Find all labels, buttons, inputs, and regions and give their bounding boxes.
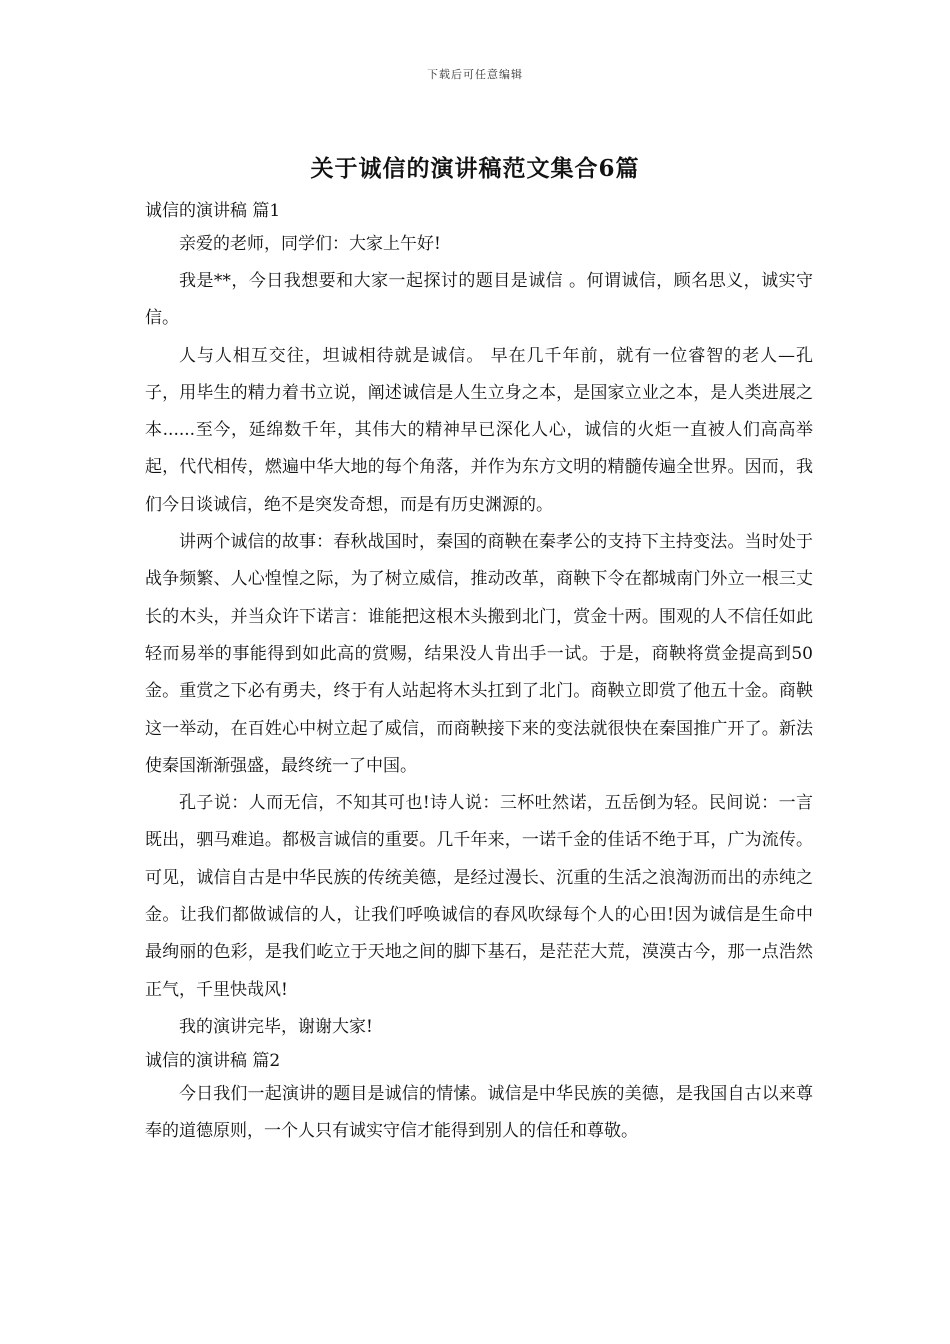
paragraph: 亲爱的老师，同学们：大家上午好! xyxy=(179,234,441,254)
document-body xyxy=(145,196,813,1151)
header-note: 下载后可任意编辑 xyxy=(427,68,523,81)
paragraph: 今日我们一起演讲的题目是诚信的情愫。诚信是中华民族的美德，是我国自古以来尊奉的道德原则，一个人只有诚实守信才能得到别人的信任和尊敬。 xyxy=(145,1083,813,1142)
paragraph: 孔子说：人而无信，不知其可也!诗人说：三杯吐然诺，五岳倒为轻。民间说：一言既出，驷马难追。都极言诚信的重要。几千年来，一诺千金的佳话不绝于耳，广为流传。可见，诚信自古是中华民族的传统美德，是经过漫长、沉重的生活之浪淘沥而出的赤纯之金。让我们都做诚信的人，让我们呼唤诚信的春风吹绿每个人的心田!因为诚信是生命中最绚丽的色彩，是我们屹立于天地之间的脚下基石，是茫茫大荒，漠漠古今，那一点浩然正气，千里快哉风! xyxy=(145,793,813,1000)
paragraph: 讲两个诚信的故事：春秋战国时，秦国的商鞅在秦孝公的支持下主持变法。当时处于战争频繁、人心惶惶之际，为了树立威信，推动改革，商鞅下令在都城南门外立一根三丈长的木头，并当众许下诺言：谁能把这根木头搬到北门，赏金十两。围观的人不信任如此轻而易举的事能得到如此高的赏赐，结果没人肯出手一试。于是，商鞅将赏金提高到50金。重赏之下必有勇夫，终于有人站起将木头扛到了北门。商鞅立即赏了他五十金。商鞅这一举动，在百姓心中树立起了威信，而商鞅接下来的变法就很快在秦国推广开了。新法使秦国渐渐强盛，最终统一了中国。 xyxy=(145,532,813,776)
document-title: 关于诚信的演讲稿范文集合6篇 xyxy=(310,155,640,182)
paragraph: 我是**，今日我想要和大家一起探讨的题目是诚信 。何谓诚信，顾名思义，诚实守信。 xyxy=(145,271,813,329)
section-heading: 诚信的演讲稿 篇2 xyxy=(145,1050,281,1071)
paragraph: 人与人相互交往，坦诚相待就是诚信。 早在几千年前，就有一位睿智的老人—孔子，用毕生的精力着书立说，阐述诚信是人生立身之本，是国家立业之本，是人类进展之本......至今，延绵数千年，其伟大的精神早已深化人心，诚信的火炬一直被人们高高举起，代代相传，燃遍中华大地的每个角落，并作为东方文明的精髓传遍全世界。因而，我们今日谈诚信，绝不是突发奇想，而是有历史渊源的。 xyxy=(145,345,813,515)
section-heading: 诚信的演讲稿 篇1 xyxy=(145,201,281,221)
paragraph: 我的演讲完毕，谢谢大家! xyxy=(179,1016,373,1037)
